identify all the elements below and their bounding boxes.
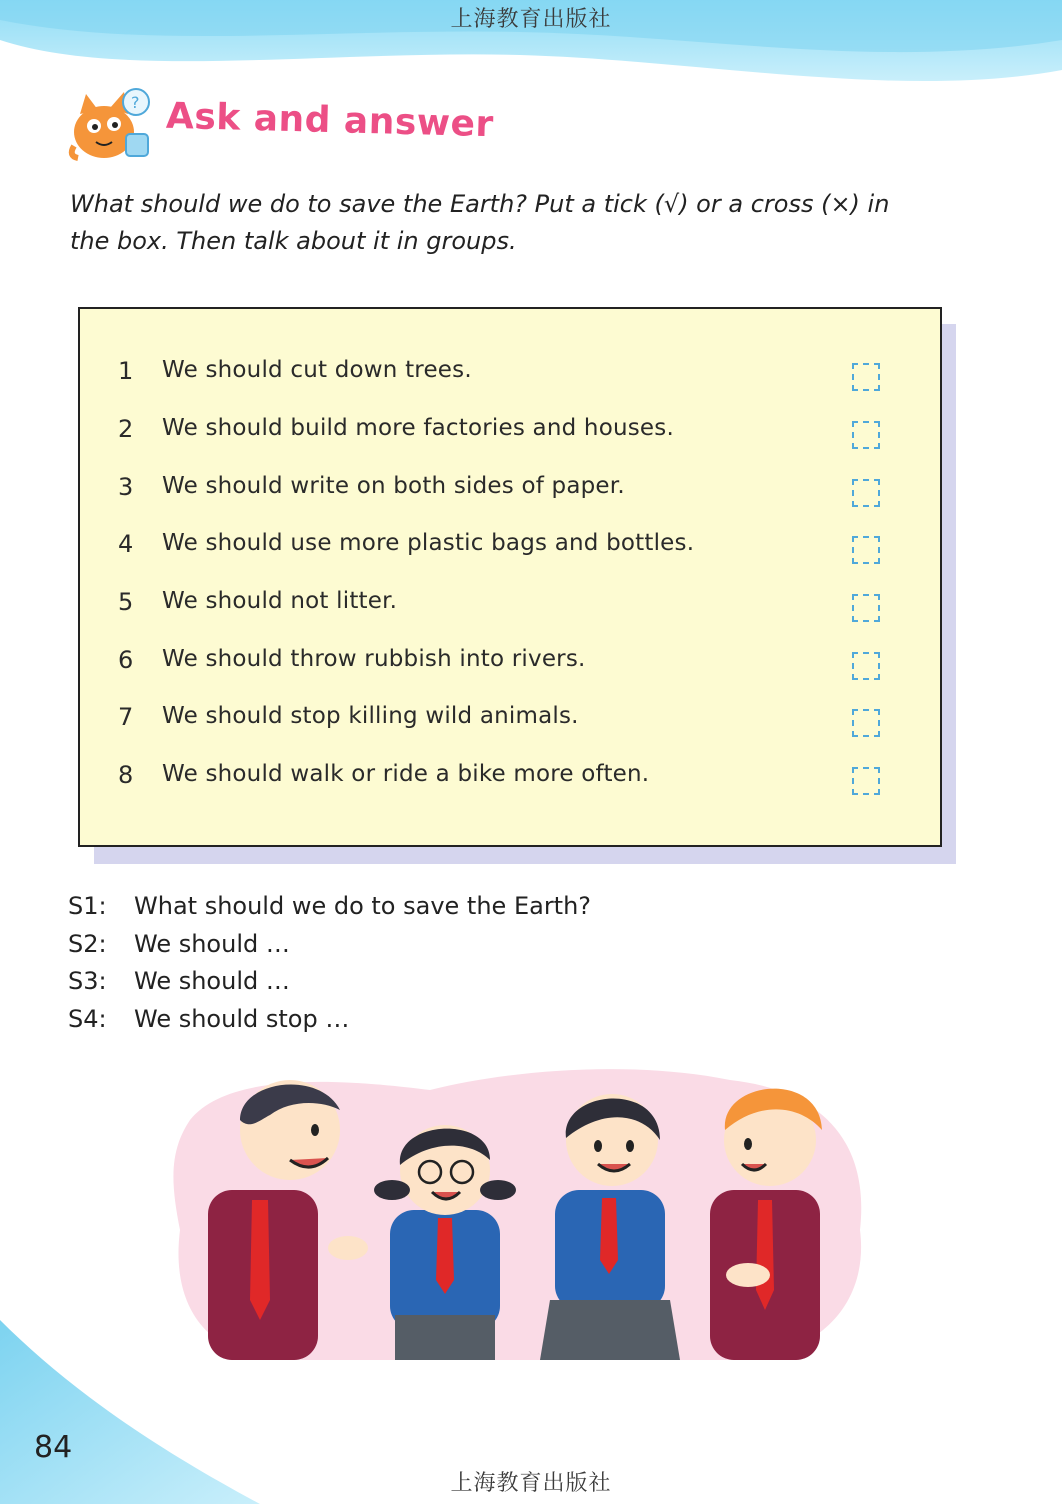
instructions-line-2: the box. Then talk about it in groups. [70,227,517,255]
statement-number: 4 [118,530,134,558]
statement-row [80,646,940,686]
statement-number: 1 [118,357,134,385]
statement-text: We should build more factories and houses. [162,415,674,441]
publisher-header: 上海教育出版社 [450,7,612,32]
statement-number: 2 [118,415,134,443]
svg-text:?: ? [131,93,140,112]
statement-row [80,473,940,513]
statement-text: We should use more plastic bags and bottles. [162,530,695,556]
speaker-label: S2: [68,929,107,958]
speaker-label: S4: [68,1004,107,1033]
students-illustration [170,1060,870,1380]
tick-box-2[interactable] [852,421,880,449]
statement-number: 6 [118,646,134,674]
instructions-line-1: What should we do to save the Earth? Put a tick (√) or a cross (×) in [70,190,890,218]
statement-row [80,703,940,743]
section-title: Ask and answer [165,95,495,146]
speaker-label: S1: [68,892,107,920]
speaker-label: S3: [68,967,107,995]
statement-row [80,415,940,455]
tick-box-7[interactable] [852,709,880,737]
statement-row [80,588,940,628]
statement-number: 8 [118,761,134,789]
statement-text: We should throw rubbish into rivers. [162,646,586,672]
tick-box-1[interactable] [852,363,880,391]
statement-row [80,357,940,397]
statement-text: We should not litter. [162,588,398,614]
statement-text: We should write on both sides of paper. [162,473,625,499]
tick-box-4[interactable] [852,536,880,564]
boy-2-figure [710,1089,822,1360]
tick-box-8[interactable] [852,767,880,795]
statement-text: We should walk or ride a bike more often. [162,761,650,787]
instructions [70,186,950,260]
statement-text: We should cut down trees. [162,357,472,383]
utterance: We should … [134,967,290,995]
page-number: 84 [34,1430,73,1465]
utterance: What should we do to save the Earth? [134,892,592,920]
statement-row [80,530,940,570]
statement-box [78,307,942,847]
utterance: We should … [134,929,290,958]
statement-text: We should stop killing wild animals. [162,703,579,729]
utterance: We should stop … [134,1004,350,1033]
tick-box-6[interactable] [852,652,880,680]
tick-box-3[interactable] [852,479,880,507]
statement-number: 7 [118,703,134,731]
statement-number: 3 [118,473,134,501]
tick-box-5[interactable] [852,594,880,622]
cat-mascot-icon [66,86,162,164]
statement-row [80,761,940,801]
publisher-footer: 上海教育出版社 [450,1471,612,1496]
statement-number: 5 [118,588,134,616]
